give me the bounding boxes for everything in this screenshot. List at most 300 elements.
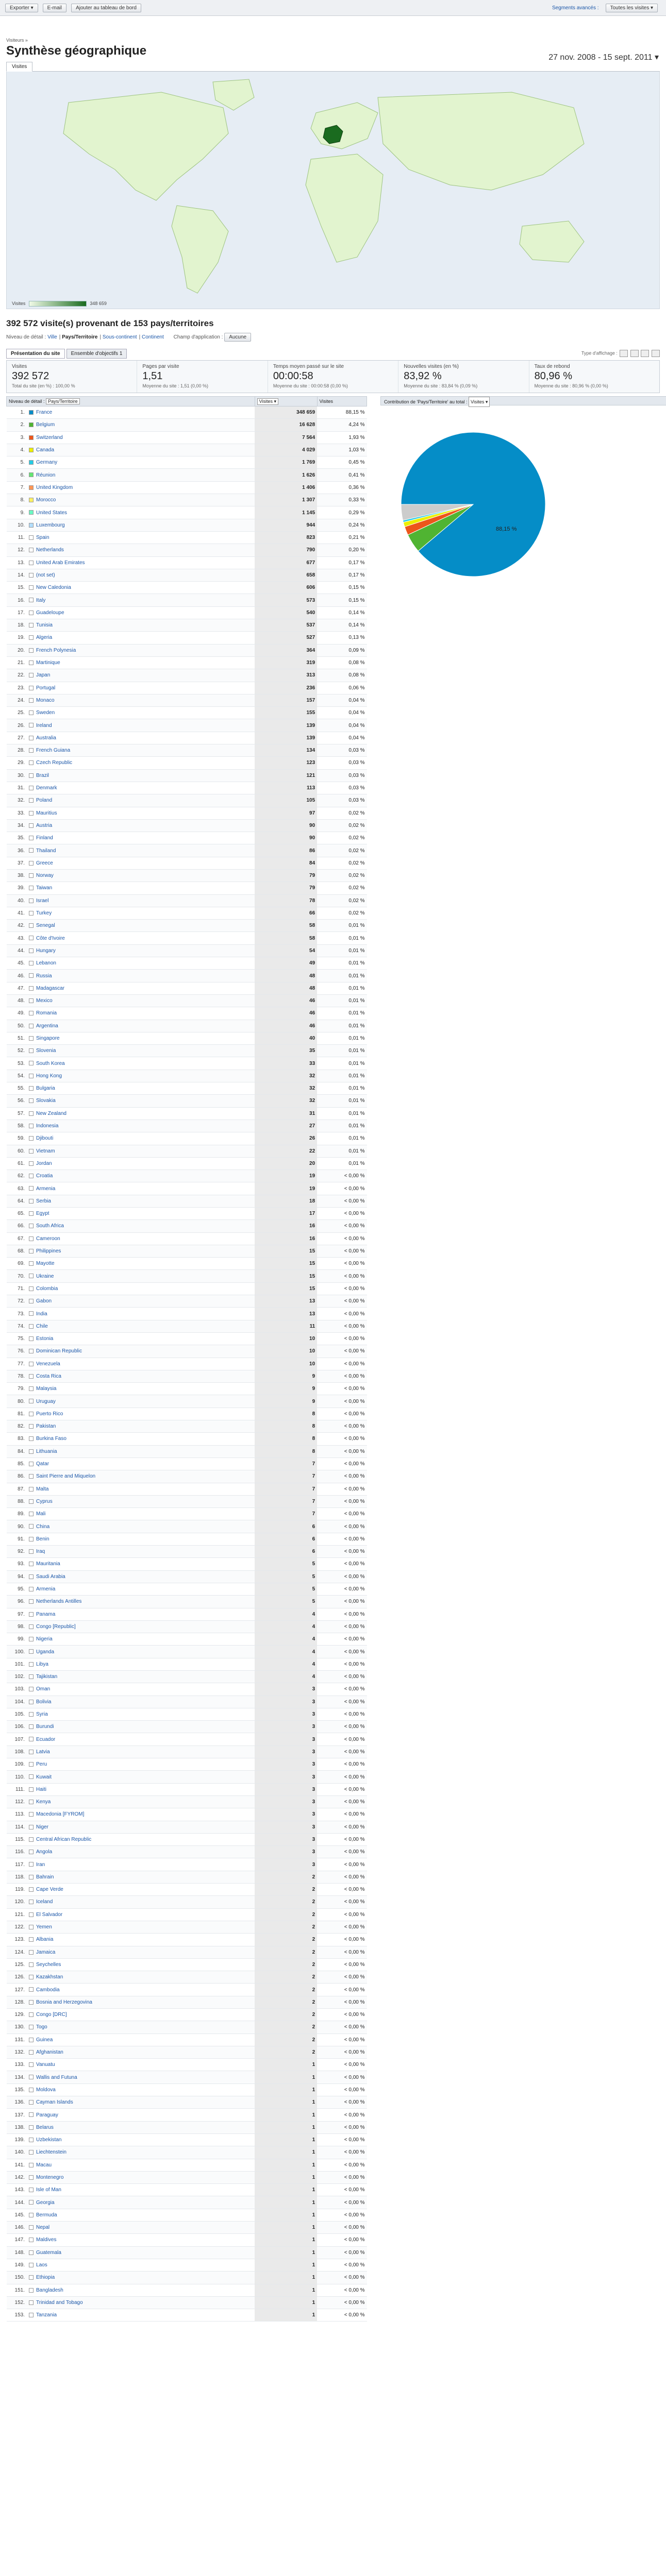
country-link[interactable]: Iceland [36, 1899, 53, 1905]
row-checkbox[interactable] [29, 2163, 34, 2167]
country-link[interactable]: Bosnia and Herzegovina [36, 1999, 92, 2005]
row-checkbox[interactable] [29, 1937, 34, 1942]
email-button[interactable]: E-mail [43, 4, 66, 12]
country-link[interactable]: Bolivia [36, 1699, 52, 1705]
row-checkbox[interactable] [29, 1537, 34, 1541]
country-link[interactable]: Australia [36, 735, 56, 741]
row-checkbox[interactable] [29, 936, 34, 940]
country-link[interactable]: Singapore [36, 1035, 60, 1041]
row-checkbox[interactable] [29, 523, 34, 528]
country-link[interactable]: Togo [36, 2024, 47, 2030]
row-checkbox[interactable] [29, 1787, 34, 1792]
country-link[interactable]: Luxembourg [36, 522, 65, 528]
tab-goal-set-1[interactable]: Ensemble d'objectifs 1 [66, 349, 127, 359]
country-link[interactable]: Ethiopia [36, 2275, 55, 2281]
row-checkbox[interactable] [29, 1111, 34, 1116]
country-link[interactable]: Mayotte [36, 1261, 55, 1267]
row-checkbox[interactable] [29, 635, 34, 640]
country-link[interactable]: Slovenia [36, 1048, 56, 1054]
country-link[interactable]: South Africa [36, 1223, 64, 1229]
row-checkbox[interactable] [29, 1024, 34, 1028]
row-checkbox[interactable] [29, 1887, 34, 1892]
export-button[interactable]: Exporter ▾ [5, 4, 38, 12]
row-checkbox[interactable] [29, 1637, 34, 1641]
row-checkbox[interactable] [29, 873, 34, 878]
country-link[interactable]: Qatar [36, 1461, 49, 1467]
country-link[interactable]: Libya [36, 1661, 48, 1667]
row-checkbox[interactable] [29, 1825, 34, 1829]
row-checkbox[interactable] [29, 1149, 34, 1154]
row-checkbox[interactable] [29, 2275, 34, 2280]
detail-country-link[interactable]: Pays/Territoire [62, 334, 98, 340]
country-link[interactable]: French Polynesia [36, 647, 76, 653]
row-checkbox[interactable] [29, 686, 34, 690]
country-link[interactable]: Bermuda [36, 2212, 57, 2218]
row-checkbox[interactable] [29, 899, 34, 903]
map-europe[interactable] [311, 103, 378, 149]
country-link[interactable]: Russia [36, 973, 52, 979]
country-link[interactable]: Pakistan [36, 1423, 56, 1430]
row-checkbox[interactable] [29, 1249, 34, 1253]
row-checkbox[interactable] [29, 422, 34, 427]
segment-select[interactable]: Toutes les visites ▾ [606, 4, 658, 12]
country-link[interactable]: Jamaica [36, 1949, 56, 1955]
country-link[interactable]: Jordan [36, 1160, 52, 1166]
country-link[interactable]: Cape Verde [36, 1887, 63, 1893]
row-checkbox[interactable] [29, 1737, 34, 1741]
country-link[interactable]: Czech Republic [36, 760, 73, 766]
country-link[interactable]: Guatemala [36, 2249, 61, 2256]
row-checkbox[interactable] [29, 2038, 34, 2042]
country-link[interactable]: Chile [36, 1323, 48, 1329]
country-link[interactable]: Philippines [36, 1248, 61, 1255]
country-link[interactable]: Haiti [36, 1786, 47, 1792]
row-checkbox[interactable] [29, 623, 34, 628]
row-checkbox[interactable] [29, 498, 34, 502]
country-link[interactable]: Tunisia [36, 622, 53, 629]
row-checkbox[interactable] [29, 673, 34, 677]
row-checkbox[interactable] [29, 723, 34, 727]
map-australia[interactable] [520, 221, 584, 262]
row-checkbox[interactable] [29, 448, 34, 452]
country-link[interactable]: Mauritius [36, 810, 57, 816]
country-link[interactable]: United Arab Emirates [36, 560, 85, 566]
country-link[interactable]: Canada [36, 447, 55, 453]
country-link[interactable]: Syria [36, 1711, 48, 1718]
map-south-america[interactable] [172, 206, 228, 293]
country-link[interactable]: Spain [36, 535, 49, 541]
country-link[interactable]: United States [36, 510, 68, 516]
country-link[interactable]: Switzerland [36, 434, 63, 440]
row-checkbox[interactable] [29, 1286, 34, 1291]
map-asia[interactable] [378, 92, 584, 190]
country-link[interactable]: Armenia [36, 1185, 56, 1192]
country-link[interactable]: Romania [36, 1010, 57, 1016]
row-checkbox[interactable] [29, 1336, 34, 1341]
country-link[interactable]: Estonia [36, 1336, 54, 1342]
country-link[interactable]: Sweden [36, 710, 55, 716]
country-link[interactable]: Liechtenstein [36, 2149, 66, 2156]
country-link[interactable]: Belarus [36, 2124, 54, 2130]
row-checkbox[interactable] [29, 2150, 34, 2155]
row-checkbox[interactable] [29, 1324, 34, 1329]
country-link[interactable]: Uzbekistan [36, 2137, 62, 2143]
country-link[interactable]: South Korea [36, 1060, 65, 1066]
country-link[interactable]: Thailand [36, 848, 56, 854]
country-link[interactable]: Dominican Republic [36, 1348, 82, 1354]
row-checkbox[interactable] [29, 1086, 34, 1091]
country-link[interactable]: Venezuela [36, 1361, 60, 1367]
row-checkbox[interactable] [29, 2000, 34, 2005]
country-link[interactable]: Vietnam [36, 1148, 55, 1154]
country-link[interactable]: Ecuador [36, 1736, 56, 1742]
row-checkbox[interactable] [29, 1624, 34, 1629]
row-checkbox[interactable] [29, 961, 34, 965]
compare-view-icon[interactable] [652, 350, 660, 357]
contribution-metric-select[interactable]: Visites ▾ [469, 397, 490, 407]
country-link[interactable]: Mali [36, 1511, 46, 1517]
date-range-picker[interactable]: 27 nov. 2008 - 15 sept. 2011 ▾ [548, 53, 659, 62]
row-checkbox[interactable] [29, 2112, 34, 2117]
row-checkbox[interactable] [29, 2175, 34, 2180]
country-link[interactable]: Egypt [36, 1211, 49, 1217]
row-checkbox[interactable] [29, 2225, 34, 2230]
country-link[interactable]: French Guiana [36, 748, 71, 754]
row-checkbox[interactable] [29, 561, 34, 565]
row-checkbox[interactable] [29, 1649, 34, 1654]
row-checkbox[interactable] [29, 2100, 34, 2105]
row-checkbox[interactable] [29, 986, 34, 991]
country-link[interactable]: Afghanistan [36, 2049, 63, 2056]
row-checkbox[interactable] [29, 1136, 34, 1141]
country-link[interactable]: Turkey [36, 910, 52, 917]
country-link[interactable]: Portugal [36, 685, 56, 691]
country-link[interactable]: Moldova [36, 2087, 56, 2093]
country-link[interactable]: Côte d'Ivoire [36, 935, 65, 941]
country-link[interactable]: Djibouti [36, 1136, 54, 1142]
row-checkbox[interactable] [29, 1098, 34, 1103]
country-link[interactable]: Senegal [36, 923, 55, 929]
row-checkbox[interactable] [29, 1912, 34, 1917]
row-checkbox[interactable] [29, 485, 34, 490]
row-checkbox[interactable] [29, 1487, 34, 1492]
col-visits-pct[interactable]: Visites [317, 397, 367, 406]
map-africa[interactable] [306, 154, 383, 262]
country-link[interactable]: Niger [36, 1824, 48, 1830]
country-link[interactable]: Indonesia [36, 1123, 59, 1129]
row-checkbox[interactable] [29, 923, 34, 928]
row-checkbox[interactable] [29, 1850, 34, 1854]
row-checkbox[interactable] [29, 1900, 34, 1904]
country-link[interactable]: United Kingdom [36, 484, 73, 490]
detail-continent-link[interactable]: Continent [141, 334, 164, 340]
row-checkbox[interactable] [29, 773, 34, 778]
country-link[interactable]: Brazil [36, 772, 49, 778]
country-link[interactable]: Iran [36, 1861, 45, 1868]
row-checkbox[interactable] [29, 1211, 34, 1216]
country-link[interactable]: New Caledonia [36, 585, 71, 591]
row-checkbox[interactable] [29, 1837, 34, 1842]
country-link[interactable]: (not set) [36, 572, 55, 578]
country-link[interactable]: Kazakhstan [36, 1974, 63, 1980]
row-checkbox[interactable] [29, 786, 34, 790]
country-link[interactable]: Israel [36, 897, 49, 904]
row-checkbox[interactable] [29, 1987, 34, 1992]
row-checkbox[interactable] [29, 1074, 34, 1078]
row-checkbox[interactable] [29, 861, 34, 866]
row-checkbox[interactable] [29, 886, 34, 890]
row-checkbox[interactable] [29, 848, 34, 853]
country-link[interactable]: Trinidad and Tobago [36, 2299, 83, 2306]
country-link[interactable]: Paraguay [36, 2112, 58, 2118]
country-link[interactable]: Mauritania [36, 1561, 60, 1567]
row-checkbox[interactable] [29, 472, 34, 477]
country-link[interactable]: Bulgaria [36, 1086, 55, 1092]
row-checkbox[interactable] [29, 2263, 34, 2267]
row-checkbox[interactable] [29, 1449, 34, 1454]
country-link[interactable]: Oman [36, 1686, 51, 1692]
row-checkbox[interactable] [29, 2238, 34, 2242]
country-link[interactable]: Isle of Man [36, 2187, 61, 2193]
row-checkbox[interactable] [29, 1236, 34, 1241]
row-checkbox[interactable] [29, 1362, 34, 1366]
country-link[interactable]: Malta [36, 1486, 49, 1492]
row-checkbox[interactable] [29, 1174, 34, 1178]
row-checkbox[interactable] [29, 1224, 34, 1228]
row-checkbox[interactable] [29, 1549, 34, 1554]
row-checkbox[interactable] [29, 1875, 34, 1879]
row-checkbox[interactable] [29, 1587, 34, 1591]
country-link[interactable]: Saint Pierre and Miquelon [36, 1473, 96, 1480]
row-checkbox[interactable] [29, 973, 34, 978]
row-checkbox[interactable] [29, 460, 34, 465]
country-link[interactable]: Costa Rica [36, 1374, 61, 1379]
country-link[interactable]: Denmark [36, 785, 57, 791]
row-checkbox[interactable] [29, 1562, 34, 1566]
country-link[interactable]: Albania [36, 1937, 54, 1943]
row-checkbox[interactable] [29, 1812, 34, 1817]
country-link[interactable]: Congo [DRC] [36, 2012, 67, 2018]
row-checkbox[interactable] [29, 1674, 34, 1679]
country-link[interactable]: Italy [36, 597, 46, 603]
row-checkbox[interactable] [29, 2288, 34, 2293]
row-checkbox[interactable] [29, 1774, 34, 1779]
row-checkbox[interactable] [29, 1612, 34, 1617]
country-link[interactable]: India [36, 1311, 47, 1317]
row-checkbox[interactable] [29, 1386, 34, 1391]
row-checkbox[interactable] [29, 1374, 34, 1379]
country-link[interactable]: Maldives [36, 2237, 57, 2243]
row-checkbox[interactable] [29, 948, 34, 953]
country-link[interactable]: Finland [36, 835, 53, 841]
country-link[interactable]: Lithuania [36, 1448, 57, 1454]
row-checkbox[interactable] [29, 1199, 34, 1204]
row-checkbox[interactable] [29, 2213, 34, 2217]
row-checkbox[interactable] [29, 1124, 34, 1128]
row-checkbox[interactable] [29, 1700, 34, 1704]
country-link[interactable]: Georgia [36, 2199, 55, 2206]
country-link[interactable]: Puerto Rico [36, 1411, 63, 1417]
country-link[interactable]: Netherlands Antilles [36, 1599, 82, 1605]
country-link[interactable]: Martinique [36, 660, 60, 666]
country-link[interactable]: Netherlands [36, 547, 64, 553]
country-link[interactable]: Germany [36, 460, 58, 466]
row-checkbox[interactable] [29, 648, 34, 653]
row-checkbox[interactable] [29, 611, 34, 615]
row-checkbox[interactable] [29, 1261, 34, 1266]
add-to-dashboard-button[interactable]: Ajouter au tableau de bord [71, 4, 141, 12]
country-link[interactable]: Serbia [36, 1198, 51, 1204]
country-link[interactable]: Burkina Faso [36, 1436, 66, 1442]
row-checkbox[interactable] [29, 1011, 34, 1015]
country-link[interactable]: Bangladesh [36, 2287, 63, 2293]
country-link[interactable]: Seychelles [36, 1961, 61, 1968]
pie-view-icon[interactable] [630, 350, 639, 357]
country-link[interactable]: Panama [36, 1611, 56, 1617]
row-checkbox[interactable] [29, 2188, 34, 2192]
country-link[interactable]: Greece [36, 860, 53, 866]
country-link[interactable]: Macau [36, 2162, 52, 2168]
country-link[interactable]: Poland [36, 798, 53, 804]
country-link[interactable]: Tanzania [36, 2312, 57, 2318]
bar-view-icon[interactable] [641, 350, 649, 357]
row-checkbox[interactable] [29, 1800, 34, 1804]
row-checkbox[interactable] [29, 2313, 34, 2317]
row-checkbox[interactable] [29, 823, 34, 828]
country-link[interactable]: Uruguay [36, 1398, 56, 1404]
row-checkbox[interactable] [29, 998, 34, 1003]
country-link[interactable]: Latvia [36, 1749, 50, 1755]
country-link[interactable]: El Salvador [36, 1911, 63, 1918]
row-checkbox[interactable] [29, 1161, 34, 1166]
row-checkbox[interactable] [29, 836, 34, 840]
country-link[interactable]: Morocco [36, 497, 56, 503]
country-link[interactable]: Bahrain [36, 1874, 54, 1880]
row-checkbox[interactable] [29, 1662, 34, 1667]
country-link[interactable]: France [36, 410, 53, 416]
row-checkbox[interactable] [29, 2300, 34, 2305]
country-link[interactable]: Hong Kong [36, 1073, 62, 1079]
row-checkbox[interactable] [29, 510, 34, 515]
country-link[interactable]: Madagascar [36, 985, 65, 991]
tab-visits[interactable]: Visites [6, 62, 32, 72]
row-checkbox[interactable] [29, 798, 34, 803]
row-checkbox[interactable] [29, 598, 34, 602]
row-checkbox[interactable] [29, 1499, 34, 1504]
country-link[interactable]: Yemen [36, 1924, 52, 1930]
country-link[interactable]: Colombia [36, 1285, 58, 1292]
row-checkbox[interactable] [29, 2050, 34, 2055]
country-link[interactable]: Mexico [36, 998, 53, 1004]
row-checkbox[interactable] [29, 2075, 34, 2079]
country-link[interactable]: China [36, 1523, 50, 1530]
row-checkbox[interactable] [29, 1349, 34, 1353]
country-link[interactable]: Kuwait [36, 1774, 52, 1780]
map-greenland[interactable] [213, 79, 254, 110]
country-link[interactable]: Peru [36, 1761, 47, 1768]
row-checkbox[interactable] [29, 760, 34, 765]
row-checkbox[interactable] [29, 535, 34, 540]
country-link[interactable]: Cambodia [36, 1987, 60, 1993]
row-checkbox[interactable] [29, 1299, 34, 1303]
country-link[interactable]: Malaysia [36, 1386, 57, 1392]
country-link[interactable]: Norway [36, 873, 54, 879]
table-view-icon[interactable] [620, 350, 628, 357]
row-checkbox[interactable] [29, 2025, 34, 2029]
row-checkbox[interactable] [29, 548, 34, 552]
row-checkbox[interactable] [29, 1712, 34, 1717]
row-checkbox[interactable] [29, 1061, 34, 1065]
country-link[interactable]: Guinea [36, 2037, 53, 2043]
row-checkbox[interactable] [29, 1862, 34, 1867]
country-link[interactable]: Argentina [36, 1023, 58, 1029]
country-link[interactable]: Tajikistan [36, 1674, 58, 1680]
row-checkbox[interactable] [29, 811, 34, 816]
country-link[interactable]: Iraq [36, 1549, 45, 1555]
country-link[interactable]: Ukraine [36, 1273, 54, 1279]
country-link[interactable]: Central African Republic [36, 1836, 92, 1842]
country-link[interactable]: Slovakia [36, 1098, 56, 1104]
country-link[interactable]: Monaco [36, 697, 55, 703]
country-link[interactable]: Taiwan [36, 885, 53, 891]
row-checkbox[interactable] [29, 585, 34, 590]
row-checkbox[interactable] [29, 1975, 34, 1979]
row-checkbox[interactable] [29, 1574, 34, 1579]
country-link[interactable]: Uganda [36, 1649, 55, 1655]
country-link[interactable]: New Zealand [36, 1110, 66, 1116]
tab-site-usage[interactable]: Présentation du site [6, 349, 65, 359]
row-checkbox[interactable] [29, 1950, 34, 1955]
row-checkbox[interactable] [29, 1436, 34, 1441]
country-link[interactable]: Croatia [36, 1173, 53, 1179]
row-checkbox[interactable] [29, 2200, 34, 2205]
country-link[interactable]: Wallis and Futuna [36, 2074, 77, 2080]
breadcrumb[interactable]: Visiteurs » [6, 38, 28, 43]
row-checkbox[interactable] [29, 2138, 34, 2142]
row-checkbox[interactable] [29, 2062, 34, 2067]
country-link[interactable]: Armenia [36, 1586, 56, 1592]
country-link[interactable]: Benin [36, 1536, 49, 1542]
row-checkbox[interactable] [29, 1462, 34, 1466]
row-checkbox[interactable] [29, 698, 34, 703]
row-checkbox[interactable] [29, 660, 34, 665]
row-checkbox[interactable] [29, 573, 34, 578]
country-link[interactable]: Guadeloupe [36, 609, 64, 616]
country-link[interactable]: Cyprus [36, 1498, 53, 1504]
country-link[interactable]: Burundi [36, 1724, 54, 1730]
country-link[interactable]: Saudi Arabia [36, 1573, 65, 1580]
row-checkbox[interactable] [29, 1399, 34, 1403]
row-checkbox[interactable] [29, 911, 34, 916]
row-checkbox[interactable] [29, 435, 34, 440]
row-checkbox[interactable] [29, 1750, 34, 1754]
row-checkbox[interactable] [29, 2088, 34, 2092]
country-link[interactable]: Japan [36, 672, 51, 679]
dimension-column-select[interactable]: Pays/Territoire [46, 398, 80, 404]
row-checkbox[interactable] [29, 1524, 34, 1529]
country-link[interactable]: Algeria [36, 635, 53, 641]
country-link[interactable]: Nepal [36, 2225, 50, 2231]
map-north-america[interactable] [63, 92, 228, 200]
detail-city-link[interactable]: Ville [47, 334, 57, 340]
detail-subcontinent-link[interactable]: Sous-continent [102, 334, 137, 340]
row-checkbox[interactable] [29, 1962, 34, 1967]
row-checkbox[interactable] [29, 410, 34, 415]
country-link[interactable]: Macedonia [FYROM] [36, 1811, 85, 1818]
country-link[interactable]: Kenya [36, 1799, 51, 1805]
row-checkbox[interactable] [29, 1311, 34, 1316]
country-link[interactable]: Ireland [36, 722, 52, 728]
